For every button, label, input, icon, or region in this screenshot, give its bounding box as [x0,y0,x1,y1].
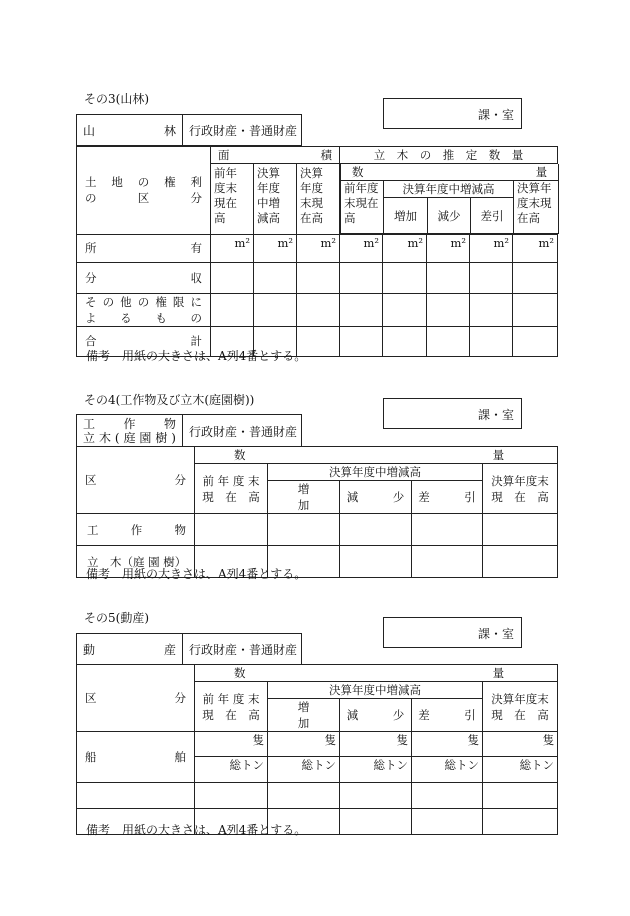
s5-cell[interactable] [412,809,483,835]
s5-row-ship [77,732,195,783]
s3-stand-prev: 前年度 末現在 高 [341,181,384,234]
s3-stand-dec: 減少 [428,198,471,234]
s4-head-kubun [77,447,195,514]
s3-note: 備考 用紙の大きさは、A列4番とする。 [86,349,307,363]
s5-head-diff: 差 引 [412,699,483,732]
s4-cell[interactable] [483,514,558,546]
s4-cell[interactable] [195,514,268,546]
s3-property: 行政財産・普通財産 [189,124,298,138]
s5-row-ship-a: 船 [85,750,97,764]
s5-head-kubun-b: 分 [174,691,186,705]
s4-note: 備考 用紙の大きさは、A列4番とする。 [86,567,307,581]
s3-stand-mid: 決算年度中増減高 [384,181,514,198]
s5-category-cell [76,633,183,665]
s4-cell[interactable] [412,514,483,546]
s3-cell[interactable] [383,262,427,293]
s3-head-kubun-b [85,190,202,206]
s3-unit: m² [427,234,470,262]
s5-property-cell [182,633,302,665]
s5-title: その5(動産) [84,611,149,625]
s3-cell[interactable] [211,293,254,326]
s4-head-mid: 決算年度中増減高 [268,464,483,481]
s4-cat-a: 工 作 物 [83,417,176,431]
s5-cell[interactable] [268,783,340,809]
s5-table [76,664,558,835]
s5-head-dec: 減 少 [340,699,412,732]
s4-row-1-a: 工 [87,522,99,537]
s3-head-kubun-b3: 分 [190,191,202,206]
s3-head-area-end: 決算 年度 末現 在高 [297,164,340,235]
s4-head-kubun-b: 分 [174,473,186,487]
s3-unit: m² [340,234,383,262]
s5-head-end: 決算年度末 現 在 高 [483,682,558,732]
s3-property-cell [182,114,302,146]
s3-table [76,146,558,357]
s3-cell[interactable] [297,262,340,293]
s3-row-4-a: 合 [85,334,97,348]
s5-head-mid: 決算年度中増減高 [268,682,483,699]
s5-unit-ton: 総トン [412,757,483,783]
s3-cell[interactable] [470,326,513,356]
s3-cell[interactable] [383,326,427,356]
s5-head-kazu: 数 [234,666,246,680]
s4-cell[interactable] [483,546,558,578]
s4-cell[interactable] [412,546,483,578]
s3-cell[interactable] [254,262,297,293]
s5-cell[interactable] [483,809,558,835]
s4-head-ryo: 量 [492,448,505,462]
s3-head-area-b: 積 [320,148,333,162]
s4-cell[interactable] [340,514,412,546]
s3-unit: m² [383,234,427,262]
s4-head-kubun-a: 区 [85,473,97,487]
s4-title: その4(工作物及び立木(庭園樹)) [84,393,255,407]
s5-head-prev: 前 年 度 末 現 在 高 [195,682,268,732]
s4-row-1-b: 作 [130,522,143,537]
s3-row-2 [77,262,211,293]
s5-unit-ship: 隻 [340,732,412,757]
s5-head-kazu-ryo [195,665,558,682]
s4-head-kazu: 数 [234,448,246,462]
s3-unit: m² [513,234,558,262]
s3-row-3-a: そ の 他 の 権 限 に [85,294,202,309]
s3-cell[interactable] [254,293,297,326]
s5-head-kubun-a: 区 [85,691,97,705]
s4-cell[interactable] [340,546,412,578]
s3-row-1-b: 有 [190,241,202,255]
s3-stand-diff: 差引 [471,198,514,234]
s5-property: 行政財産・普通財産 [189,643,298,657]
s5-note: 備考 用紙の大きさは、A列4番とする。 [86,823,307,837]
s3-row-1 [77,234,211,262]
s3-cell[interactable] [470,262,513,293]
s3-unit: m² [297,234,340,262]
s3-row-3-b: よ る も の [85,310,202,325]
s3-cell[interactable] [211,262,254,293]
s3-stand-end: 決算年 度末現 在高 [514,181,559,234]
s3-cell[interactable] [513,262,558,293]
s3-dept-box[interactable] [383,98,522,129]
s4-head-kazu-ryo [195,447,558,464]
s5-unit-ton: 総トン [268,757,340,783]
s4-cat-b: 立 木 ( 庭 園 樹 ) [83,431,176,445]
s3-cell[interactable] [383,293,427,326]
s5-dept-box[interactable] [383,617,522,648]
s5-head-kubun [77,665,195,732]
s5-cell[interactable] [195,783,268,809]
s5-cat-a: 動 [83,642,96,657]
s3-title: その3(山林) [84,92,149,106]
s5-unit-ton: 総トン [195,757,268,783]
s3-head-area-prev: 前年 度末 現在 高 [211,164,254,235]
s3-row-1-a: 所 [85,241,97,255]
s4-row-2-a: 立 木（庭 園 樹） [87,554,187,569]
s5-unit-ship: 隻 [268,732,340,757]
s3-stand-kazu: 数 [352,165,364,179]
s3-cell[interactable] [297,293,340,326]
s4-dept-box[interactable] [383,398,522,429]
s3-cell[interactable] [427,262,470,293]
s3-head-kubun-b2: 区 [137,191,150,206]
s3-row-2-a: 分 [85,270,97,285]
s4-head-prev: 前 年 度 末 現 在 高 [195,464,268,514]
s3-row-4-b: 計 [190,334,202,348]
s5-cell[interactable] [340,783,412,809]
s5-unit-ton: 総トン [340,757,412,783]
s5-unit-ship: 隻 [195,732,268,757]
s3-head-area [211,147,340,164]
s3-cell[interactable] [340,326,383,356]
s4-head-end: 決算年度末 現 在 高 [483,464,558,514]
s5-head-inc: 増 加 [268,699,340,732]
s4-property-cell [182,414,302,447]
s3-stand-kazu-ryo [341,164,559,181]
s5-unit-ton: 総トン [483,757,558,783]
s3-cell[interactable] [340,262,383,293]
s3-unit: m² [254,234,297,262]
s4-head-diff: 差 引 [412,481,483,514]
s5-unit-ship: 隻 [483,732,558,757]
s4-dept-label: 課・室 [477,408,514,422]
s3-dept-label: 課・室 [477,108,514,122]
s5-cell[interactable] [340,809,412,835]
s3-unit: m² [211,234,254,262]
s3-cat-b: 林 [163,123,176,138]
s3-stand-inc: 増加 [384,198,428,234]
s3-head-stand: 立 木 の 推 定 数 量 [340,147,558,164]
s3-cat-a: 山 [83,123,96,138]
s5-cell[interactable] [412,783,483,809]
s3-category-cell [76,114,183,146]
s4-row-1 [77,514,195,546]
s3-head-area-chg: 決算 年度 中増 減高 [254,164,297,235]
s3-cell[interactable] [427,326,470,356]
s5-cell[interactable] [77,783,195,809]
s3-cell[interactable] [470,293,513,326]
s4-category-cell [76,414,183,447]
s3-cell[interactable] [340,293,383,326]
s3-head-kubun-b1: の [85,191,97,206]
s4-head-dec: 減 少 [340,481,412,514]
s4-head-inc: 増 加 [268,481,340,514]
s3-head-kubun-a: 土 地 の 権 利 [85,175,202,190]
s4-table [76,446,558,581]
s3-stand-sub [340,164,558,235]
s3-head-area-a: 面 [218,148,230,162]
s5-row-ship-b: 舶 [174,750,186,764]
s3-cell[interactable] [513,293,558,326]
s3-row-2-b: 収 [190,270,202,285]
s4-cell[interactable] [268,514,340,546]
s5-head-ryo: 量 [492,666,505,680]
s4-property: 行政財産・普通財産 [189,425,298,439]
s5-unit-ship: 隻 [412,732,483,757]
s3-unit: m² [470,234,513,262]
s3-cell[interactable] [427,293,470,326]
s3-row-3 [77,293,211,326]
s3-stand-ryo: 量 [535,165,548,179]
s4-row-1-c: 物 [174,522,186,537]
s5-cat-b: 産 [163,642,176,657]
s5-dept-label: 課・室 [477,627,514,641]
s3-cell[interactable] [513,326,558,356]
s3-head-kubun [77,147,211,235]
s5-cell[interactable] [483,783,558,809]
